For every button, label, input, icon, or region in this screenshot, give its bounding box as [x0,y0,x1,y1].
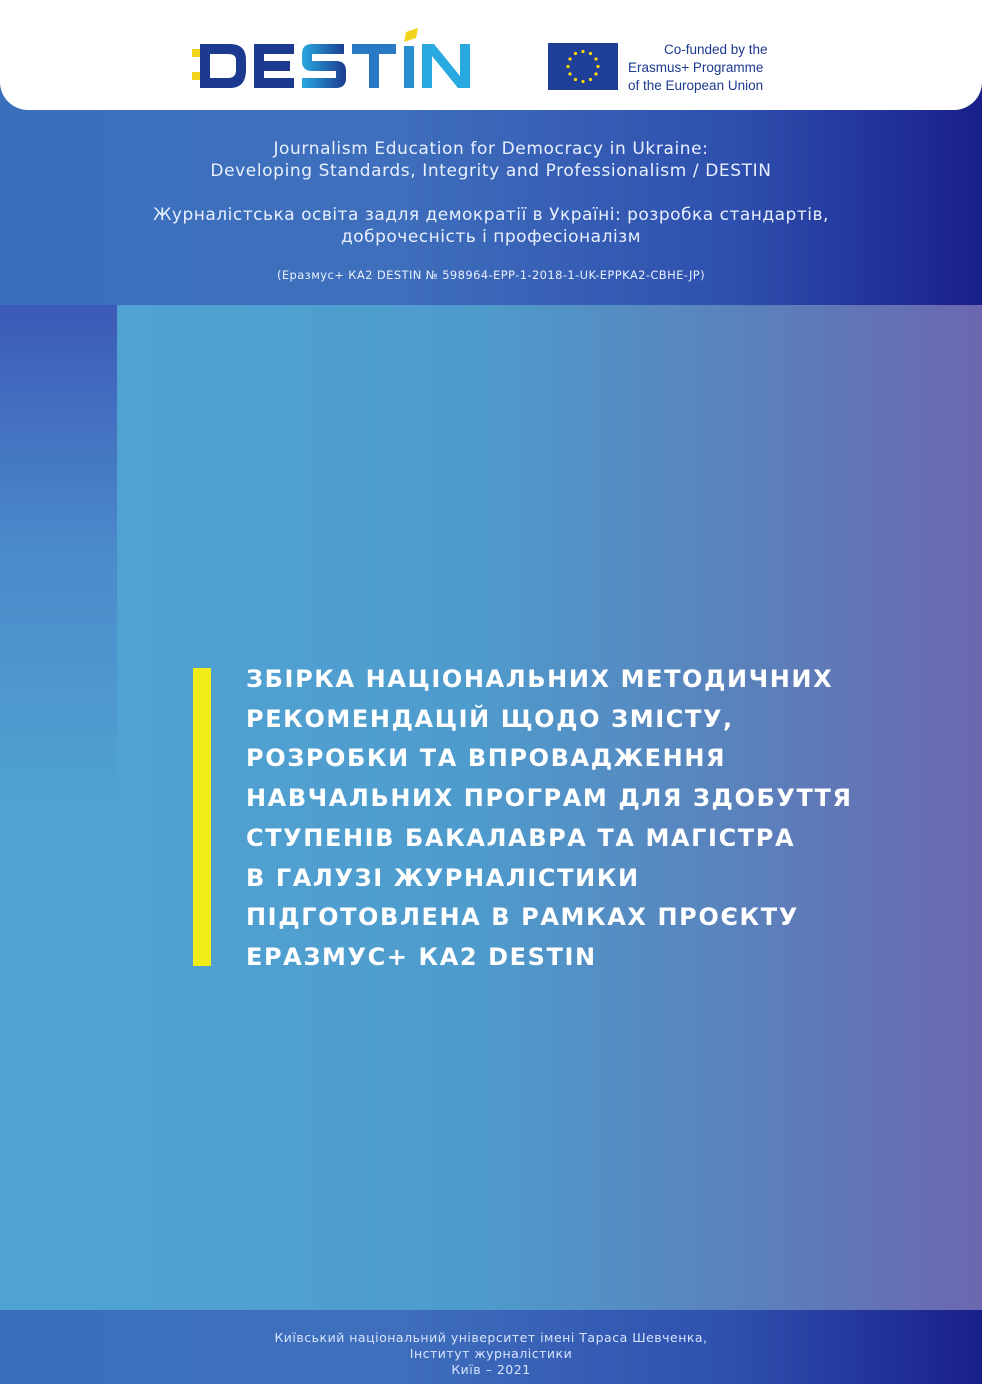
eu-star-icon [596,65,599,68]
eu-star-icon [589,52,592,55]
eu-star-icon [594,57,597,60]
title-line: ЕРАЗМУС+ КА2 DESTIN [246,942,597,971]
title-line: РЕКОМЕНДАЦІЙ ЩОДО ЗМІСТУ, [246,704,734,733]
funding-statement [628,41,788,95]
eu-star-icon [589,78,592,81]
footer-line: Київ – 2021 [451,1362,531,1377]
title-line: ЗБІРКА НАЦІОНАЛЬНИХ МЕТОДИЧНИХ [246,665,834,693]
title-line: НАВЧАЛЬНИХ ПРОГРАМ ДЛЯ ЗДОБУТТЯ [246,784,853,813]
title-line: РОЗРОБКИ ТА ВПРОВАДЖЕННЯ [246,744,727,773]
project-id: (Еразмус+ КА2 DESTIN № 598964-EPP-1-2018-1-UK-EPPKA2-CBHE-JP) [276,268,705,282]
footer-line: Київський національний університет імені Тараса Шевченка, [274,1330,708,1345]
eu-star-icon [574,78,577,81]
funding-line: Erasmus+ Programme [628,60,764,75]
title-line: ПІДГОТОВЛЕНА В РАМКАХ ПРОЄКТУ [246,903,799,932]
english-project-title: Journalism Education for Democracy in Ukraine: Developing Standards, Integrity and Professionalism / DESTIN [210,139,772,181]
eu-star-icon [566,65,569,68]
left-decorative-band [0,305,117,1310]
document-title [246,660,936,978]
header-bar [0,0,982,110]
eu-star-icon [568,57,571,60]
ukrainian-project-title: Журналістська освіта задля демократії в Україні: розробка стандартів, доброчесність і професіоналізм [153,205,829,247]
footer-line: Інститут журналістики [409,1346,573,1361]
eu-flag-icon [548,43,618,90]
eu-star-icon [581,50,584,53]
eu-star-icon [594,72,597,75]
title-line: СТУПЕНІВ БАКАЛАВРА ТА МАГІСТРА [246,823,796,852]
destin-logo-graphic [190,28,475,94]
destin-logo [190,28,475,94]
title-accent-bar [193,668,211,966]
title-line: В ГАЛУЗІ ЖУРНАЛІСТИКИ [246,863,640,892]
funding-line: Co-funded by the [664,42,768,57]
eu-star-icon [581,80,584,83]
publisher-footer [0,1310,982,1384]
eu-star-icon [568,72,571,75]
eu-star-icon [574,52,577,55]
project-info [0,110,982,306]
funding-line: of the European Union [628,78,764,93]
